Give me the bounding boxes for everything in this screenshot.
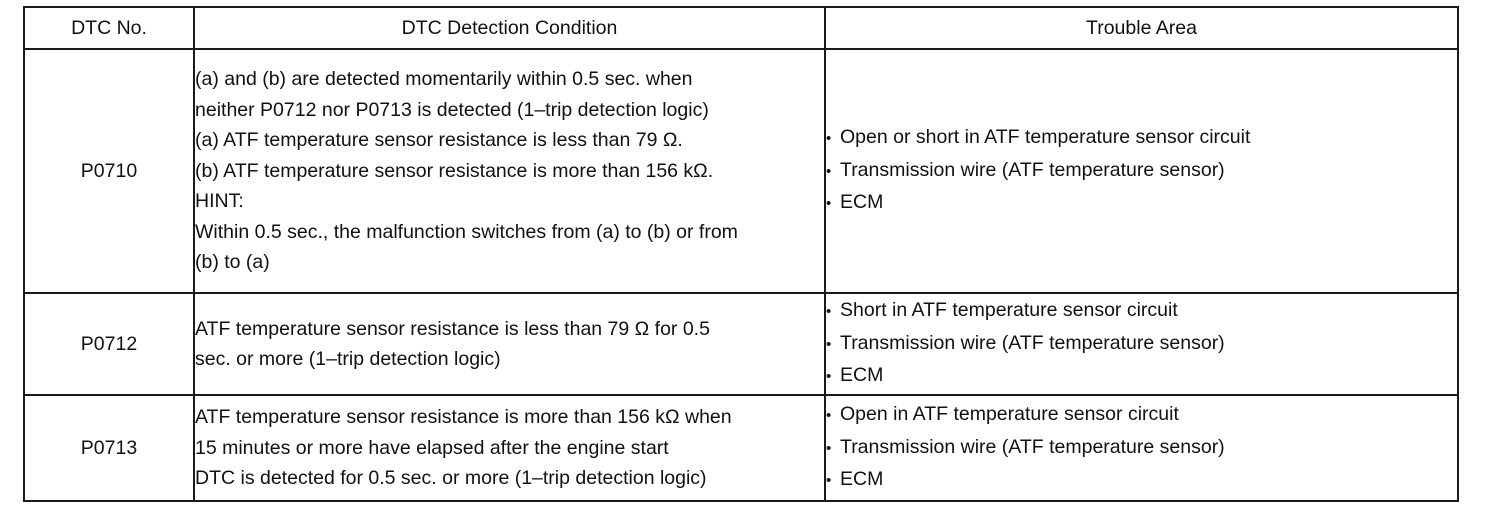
condition-line: DTC is detected for 0.5 sec. or more (1–trip detection logic) [195, 467, 707, 490]
header-row [24, 7, 1458, 49]
condition-line: (a) ATF temperature sensor resistance is less than 79 Ω. [195, 129, 683, 152]
header-dtc-no: DTC No. [24, 7, 194, 49]
condition-line: 15 minutes or more have elapsed after the engine start [195, 436, 669, 459]
detection-condition [194, 395, 825, 501]
condition-line: ATF temperature sensor resistance is less than 79 Ω for 0.5 [195, 317, 710, 340]
dtc-code: P0712 [24, 293, 194, 395]
dtc-code: P0713 [24, 395, 194, 501]
trouble-area-item: • ECM [826, 187, 1457, 220]
table-body [24, 49, 1458, 501]
detection-condition [194, 293, 825, 395]
condition-line: (b) to (a) [195, 251, 270, 274]
condition-line: HINT: [195, 190, 244, 213]
condition-line: ATF temperature sensor resistance is more than 156 kΩ when [195, 406, 732, 429]
trouble-area-item: • Transmission wire (ATF temperature sensor) [826, 155, 1457, 188]
table-row [24, 395, 1458, 501]
trouble-area [825, 395, 1458, 501]
trouble-area [825, 49, 1458, 293]
condition-line: neither P0712 nor P0713 is detected (1–trip detection logic) [195, 98, 709, 121]
trouble-area-item: • Transmission wire (ATF temperature sensor) [826, 328, 1457, 361]
header-trouble-area: Trouble Area [825, 7, 1458, 49]
table-row [24, 49, 1458, 293]
table-row [24, 293, 1458, 395]
condition-line: (a) and (b) are detected momentarily within 0.5 sec. when [195, 68, 693, 91]
dtc-table [23, 6, 1459, 502]
condition-line: (b) ATF temperature sensor resistance is more than 156 kΩ. [195, 159, 714, 182]
trouble-area-item: • ECM [826, 360, 1457, 393]
trouble-area-item: • Open in ATF temperature sensor circuit [826, 399, 1457, 432]
trouble-area-item: • ECM [826, 464, 1457, 497]
header-detection-condition: DTC Detection Condition [194, 7, 825, 49]
trouble-area [825, 293, 1458, 395]
trouble-area-item: • Open or short in ATF temperature sensor circuit [826, 122, 1457, 155]
detection-condition [194, 49, 825, 293]
dtc-code: P0710 [24, 49, 194, 293]
table-header [24, 7, 1458, 49]
trouble-area-item: • Short in ATF temperature sensor circuit [826, 295, 1457, 328]
condition-line: sec. or more (1–trip detection logic) [195, 348, 501, 370]
condition-line: Within 0.5 sec., the malfunction switches from (a) to (b) or from [195, 220, 738, 243]
trouble-area-item: • Transmission wire (ATF temperature sensor) [826, 432, 1457, 465]
